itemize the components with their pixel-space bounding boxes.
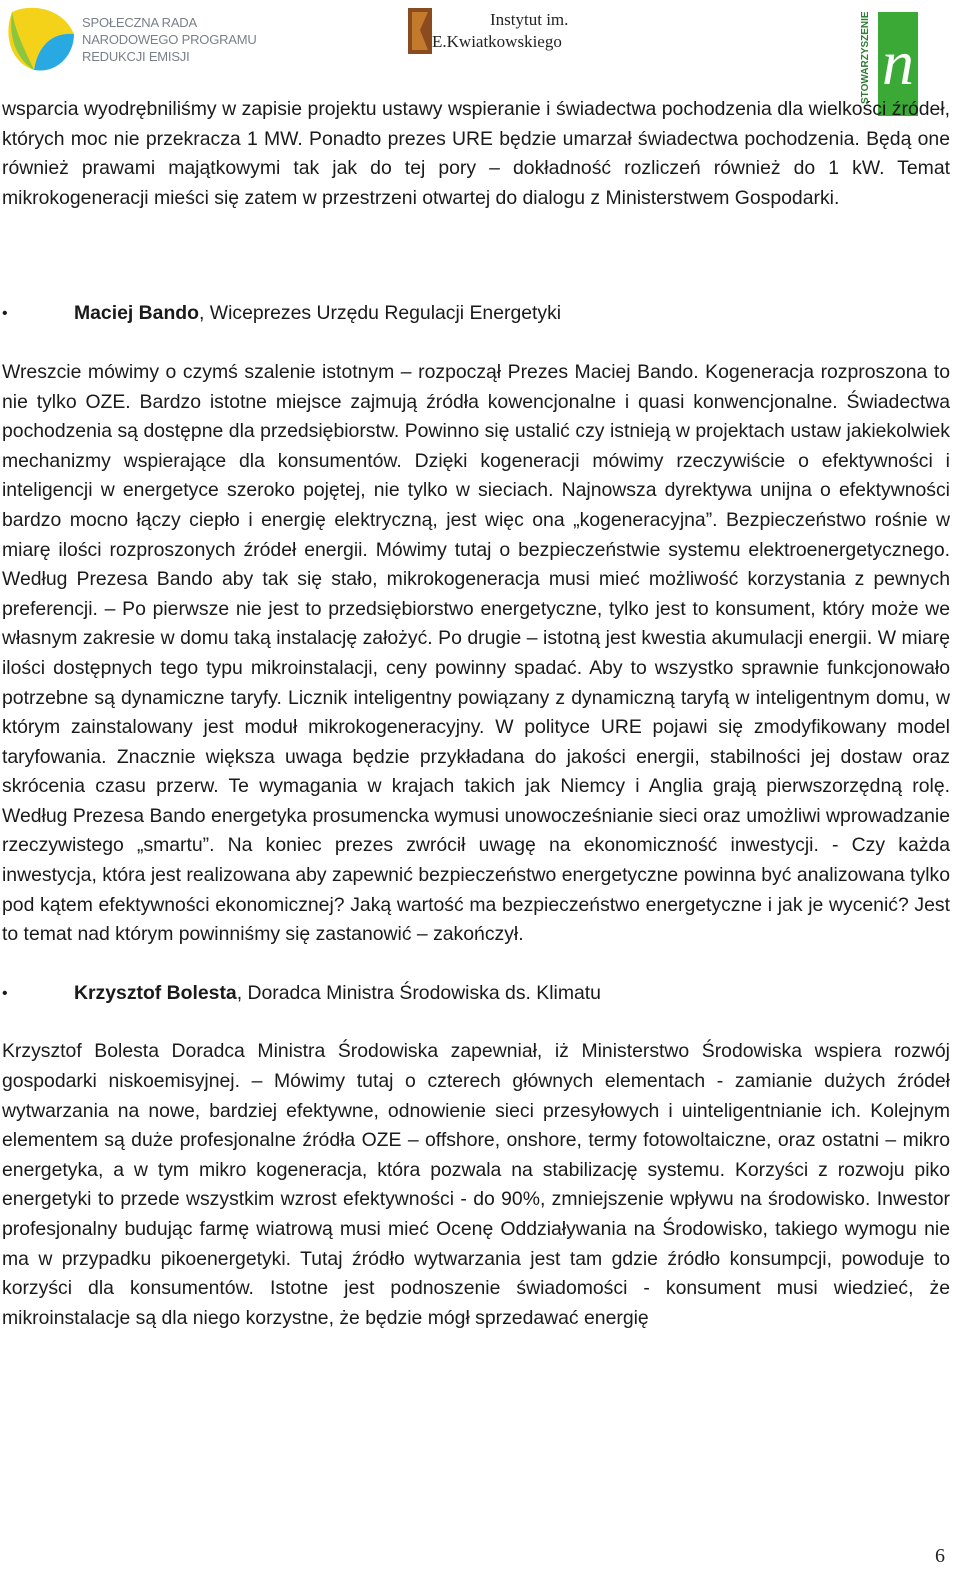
- srnpre-logo-line: REDUKCJI EMISJI: [82, 49, 190, 64]
- stowarzyszenie-logo-letter: n: [882, 27, 914, 98]
- intro-paragraph: wsparcia wyodrębniliśmy w zapisie projektu ustawy wspieranie i świadectwa pochodzenia dla wielkości źródeł, których moc nie przekracza 1 MW. Ponadto prezes URE będzie umarzał świadectwa pochodzenia. Będą one również prawami majątkowymi tak jak do tej pory – dokładność rozliczeń również do 1 kW. Temat mikrokogeneracji mieści się zatem w przestrzeni otwartej do dialogu z Ministerstwem Gospodarki.: [2, 98, 950, 209]
- stowarzyszenie-logo-text: STOWARZYSZENIE: [860, 11, 871, 104]
- speaker-name: Maciej Bando: [74, 302, 199, 325]
- bullet-icon: •: [2, 305, 8, 323]
- srnpre-logo-graphic: [4, 4, 76, 74]
- speaker-role: , Wiceprezes Urzędu Regulacji Energetyki: [199, 302, 562, 325]
- speaker-paragraph-bando: Wreszcie mówimy o czymś szalenie istotnym – rozpoczął Prezes Maciej Bando. Kogeneracja rozproszona to nie tylko OZE. Bardzo istotne miejsce zajmują źródła kowencjonalne i quasi konwencjonalne. Świadectwa pochodzenia są dostępne dla przedsiębiorstw. Powinno się ustalić czy istnieją w projektach ustaw jakiekolwiek mechanizmy wspierające dla konsumentów. Dzięki kogeneracji mówimy rzeczywiście o efektywności i inteligencji w energetyce szeroko pojętej, nie tylko w sieciach. Najnowsza dyrektywa unijna o efektywności bardzo mocno łączy ciepło i energię elektryczną, jest więc ona „kogeneracyjna”. Bezpieczeństwo rośnie w miarę ilości rozproszonych źródeł energii. Mówimy tutaj o bezpieczeństwie systemu elektroenergetycznego. Według Prezesa Bando aby tak się stało, mikrokogeneracja musi mieć możliwość korzystania z pewnych preferencji. – Po pierwsze nie jest to przedsiębiorstwo energetyczne, tylko jest to konsument, który może we własnym zakresie w domu taką instalację założyć. Po drugie – istotną jest kwestia akumulacji energii. W miarę ilości dostępnych tego typu mikroinstalacji, ceny powinny spadać. Aby to wszystko sprawnie funkcjonowało potrzebne są dynamiczne taryfy. Licznik inteligentny powiązany z dynamiczną taryfą w inteligentnym domu, w którym zainstalowany jest moduł mikrokogeneracyjny. W polityce URE pojawi się zmodyfikowany model taryfowania. Znacznie większa uwaga będzie przykładana do jakości energii, stabilności jej dostaw oraz skrócenia czasu przerw. Te wymagania w krajach takich jak Niemcy i Anglia grają pierwszorzędną rolę. Według Prezesa Bando energetyka prosumencka wymusi unowocześnianie sieci oraz umożliwi wprowadzanie rzeczywistego „smartu”. Na koniec prezes zwrócił uwagę na ekonomiczność inwestycji. - Czy każda inwestycja, która jest realizowana aby zapewnić bezpieczeństwo energetyczne powinna być analizowana tylko pod kątem efektywności ekonomicznej? Jaką wartość ma bezpieczeństwo energetyczne i jak je wycenić? Jest to temat nad którym powinniśmy się zastanowić – zakończył.: [2, 360, 950, 946]
- kwiatkowski-logo-line1: Instytut im.: [490, 10, 569, 29]
- srnpre-logo-line: NARODOWEGO PROGRAMU: [82, 32, 257, 47]
- srnpre-logo-line: SPOŁECZNA RADA: [82, 15, 197, 30]
- bullet-icon: •: [2, 984, 8, 1002]
- kwiatkowski-institute-logo: [408, 6, 598, 56]
- speaker-role: , Doradca Ministra Środowiska ds. Klimatu: [236, 981, 601, 1004]
- page-header: [0, 0, 960, 104]
- srnpre-logo: [4, 4, 264, 74]
- kwiatkowski-logo-mark: [408, 8, 432, 54]
- page-number: 6: [935, 1545, 945, 1567]
- speaker-name: Krzysztof Bolesta: [74, 981, 237, 1004]
- speaker-heading-text: [74, 979, 601, 1009]
- speaker-paragraph-bolesta: Krzysztof Bolesta Doradca Ministra Środowiska zapewniał, iż Ministerstwo Środowiska wspiera rozwój gospodarki niskoemisyjnej. – Mówimy tutaj o czterech głównych elementach - zamianie dużych źródeł wytwarzania na nowe, bardziej efektywne, odnowienie sieci przesyłowych i uinteligentnianie ich. Kolejnym elementem są duże profesjonalne źródła OZE – offshore, onshore, termy fotowoltaiczne, oraz ostatni – mikro energetyka, a w tym mikro kogeneracja, która pozwala na stabilizację systemu. Korzyści z rozwoju piko energetyki to przede wszystkim wzrost efektywności - do 90%, zmniejszenie wpływu na środowisko. Inwestor profesjonalny budując farmę wiatrową musi mieć Ocenę Oddziaływania na Środowisko, takiego wymogu nie ma w przypadku pikoenergetyki. Tutaj źródło wytwarzania jest tam gdzie źródło konsumpcji, powoduje to korzyści dla konsumentów. Istotne jest podnoszenie świadomości - konsument musi wiedzieć, że mikroinstalacje są dla niego korzystne, że będzie mógł sprzedawać energię: [2, 1040, 950, 1329]
- speaker-heading-bolesta: [2, 979, 950, 1009]
- speaker-heading-bando: [2, 299, 950, 329]
- speaker-heading-text: [74, 299, 561, 329]
- kwiatkowski-logo-line2: E.Kwiatkowskiego: [432, 32, 562, 51]
- page-content: [2, 95, 950, 1333]
